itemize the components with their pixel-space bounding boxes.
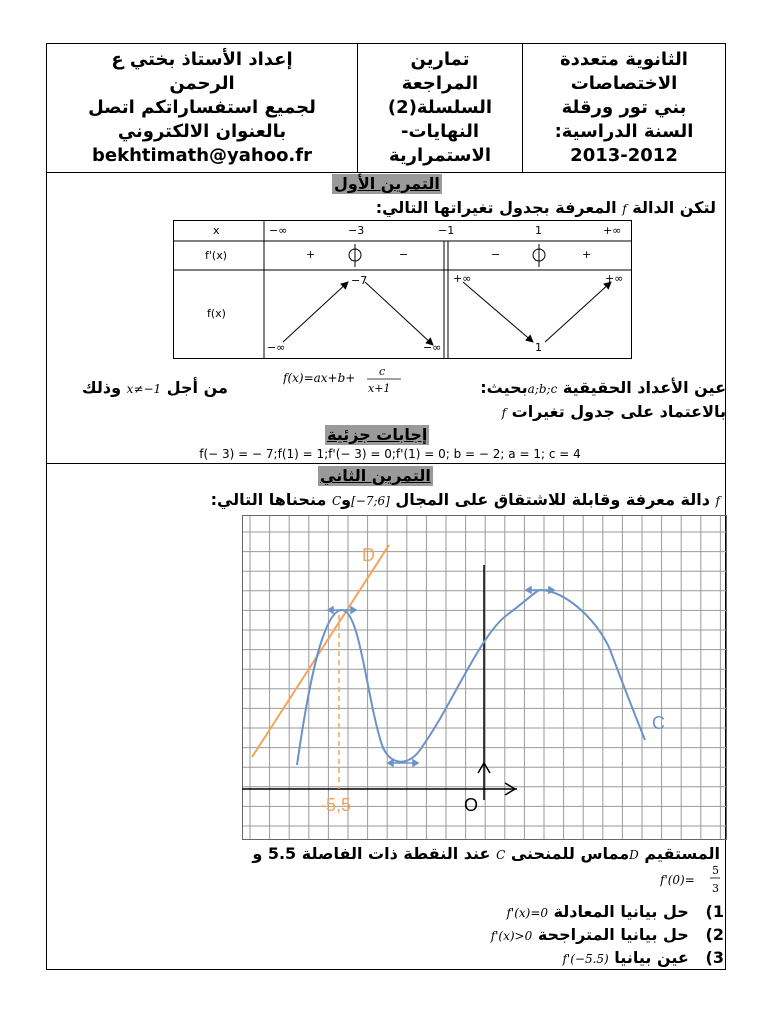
label-O: O [464,795,479,815]
question-c: من أجل [166,378,228,397]
statement-a: دالة معرفة وقابلة للاشتقاق على المجال [395,490,710,509]
header-school [523,44,725,172]
statement-f: f [715,494,720,508]
statement-b: و [341,490,352,509]
question-3 [562,948,724,967]
f-val-3: −∞ [423,341,442,354]
exercise1-question-line1 [480,377,726,400]
graph-svg [242,515,727,840]
question-a: عين الأعداد الحقيقية [562,378,726,397]
tangent-statement [252,843,720,866]
tangent-line-D [252,545,389,757]
row-label-fprime: f'(x) [205,249,227,262]
header-divider [46,172,726,173]
question-1-math: f'(x)=0 [506,906,549,920]
exercise-divider [46,463,726,464]
author-line-2: الرحمن [169,73,235,94]
row-label-x: x [213,224,220,237]
header-title [358,44,522,172]
author-line-1: إعداد الأستاذ بختي ع [111,49,293,70]
svg-text:5: 5 [712,864,719,877]
label-C: C [652,713,665,733]
partial-answers-title: إجابات جزئية [327,425,428,444]
svg-text:3: 3 [712,882,719,895]
x-val-1: −∞ [269,224,288,237]
statement-interval: [−7;6] [351,494,390,508]
x-val-4: 1 [535,224,542,237]
question-2 [491,925,724,944]
tangent-c: عند النقطة ذات الفاصلة 5.5 و [252,844,491,863]
statement-c: منحناها التالي: [210,490,327,509]
svg-text:f(x)=ax+b+: f(x)=ax+b+ [283,371,356,385]
x-val-5: +∞ [603,224,622,237]
intro-text: لتكن الدالة [632,198,716,217]
question-1-text: حل بيانيا المعادلة [553,902,689,921]
tangent-C: C [496,848,506,862]
partial-answers: f(− 3) = − 7;f(1) = 1;f'(− 3) = 0;f'(1) = 0; b = − 2; a = 1; c = 4 [199,447,581,461]
function-graph [242,515,727,840]
title-line-5: الاستمرارية [388,145,492,166]
f-val-2: −7 [351,274,368,287]
title-line-4: النهايات- [401,121,479,142]
variation-table [173,220,632,359]
svg-text:f'(0)=: f'(0)= [660,873,695,887]
school-line-4: السنة الدراسية: [554,121,694,142]
exercise1-title: التمرين الأول [334,174,440,193]
variation-table-grid [173,220,632,359]
formula-svg [283,364,403,398]
school-line-1: الثانوية متعددة [560,49,688,70]
row-label-f: f(x) [207,307,226,320]
question-2-num: 2) [705,925,724,944]
question-1-num: 1) [705,902,724,921]
author-line-4: بالعنوان الالكتروني [117,121,287,142]
f-val-6: +∞ [605,272,624,285]
question-line2: بالاعتماد على جدول تغيرات [511,402,726,421]
tangent-D: D [629,848,639,862]
question-d: وذلك [82,378,122,397]
sign-1: + [306,248,316,261]
question-3-math: f'(−5.5) [562,952,609,966]
svg-text:c: c [379,365,386,378]
exercise1-question-line2 [502,401,726,424]
exercise1-question-cond [82,377,228,400]
label-D: D [362,545,375,565]
title-line-3: السلسلة(2) [387,97,493,118]
sign-2: − [399,248,409,261]
sign-4: + [582,248,592,261]
question-3-text: عين بيانيا [614,948,689,967]
x-val-2: −3 [348,224,365,237]
question-b: بحيث: [480,378,528,397]
label-x-value: -5,5 [320,795,352,815]
intro-f: f [622,202,627,216]
x-val-3: −1 [438,224,455,237]
statement-C: C [331,494,342,508]
given-derivative-svg [660,862,722,898]
intro-rest: المعرفة بجدول تغيراتها التالي: [375,198,617,217]
exercise2-statement [211,489,720,512]
given-derivative [660,862,722,898]
question-vars: a;b;c [527,382,558,396]
question-2-math: f'(x)>0 [490,929,533,943]
tangent-b: مماس للمنحنى [510,844,630,863]
question-3-num: 3) [705,948,724,967]
exercise1-intro [376,197,716,220]
title-line-1: تمارين [410,49,470,70]
f-val-4: +∞ [453,272,472,285]
question-cond: x≠−1 [126,382,162,396]
svg-text:x+1: x+1 [368,382,391,395]
title-line-2: المراجعة [401,73,479,94]
f-val-1: −∞ [267,341,286,354]
formula [283,364,403,398]
tangent-a: المستقيم [644,844,720,863]
question-1 [506,902,724,921]
f-val-5: 1 [535,341,542,354]
header-author [47,44,357,172]
question-f: f [501,406,507,420]
school-line-3: بني تور ورقلة [561,97,687,118]
question-2-text: حل بيانيا المتراجحة [537,925,689,944]
curve-C [297,590,645,765]
school-year: 2013-2012 [570,145,678,166]
exercise2-title: التمرين الثاني [320,466,431,485]
author-line-3: لجميع استفساراتكم اتصل [88,97,316,118]
sign-3: − [491,248,501,261]
tangent-markers [328,587,554,766]
author-email: bekhtimath@yahoo.fr [92,145,312,166]
school-line-2: الاختصاصات [570,73,678,94]
